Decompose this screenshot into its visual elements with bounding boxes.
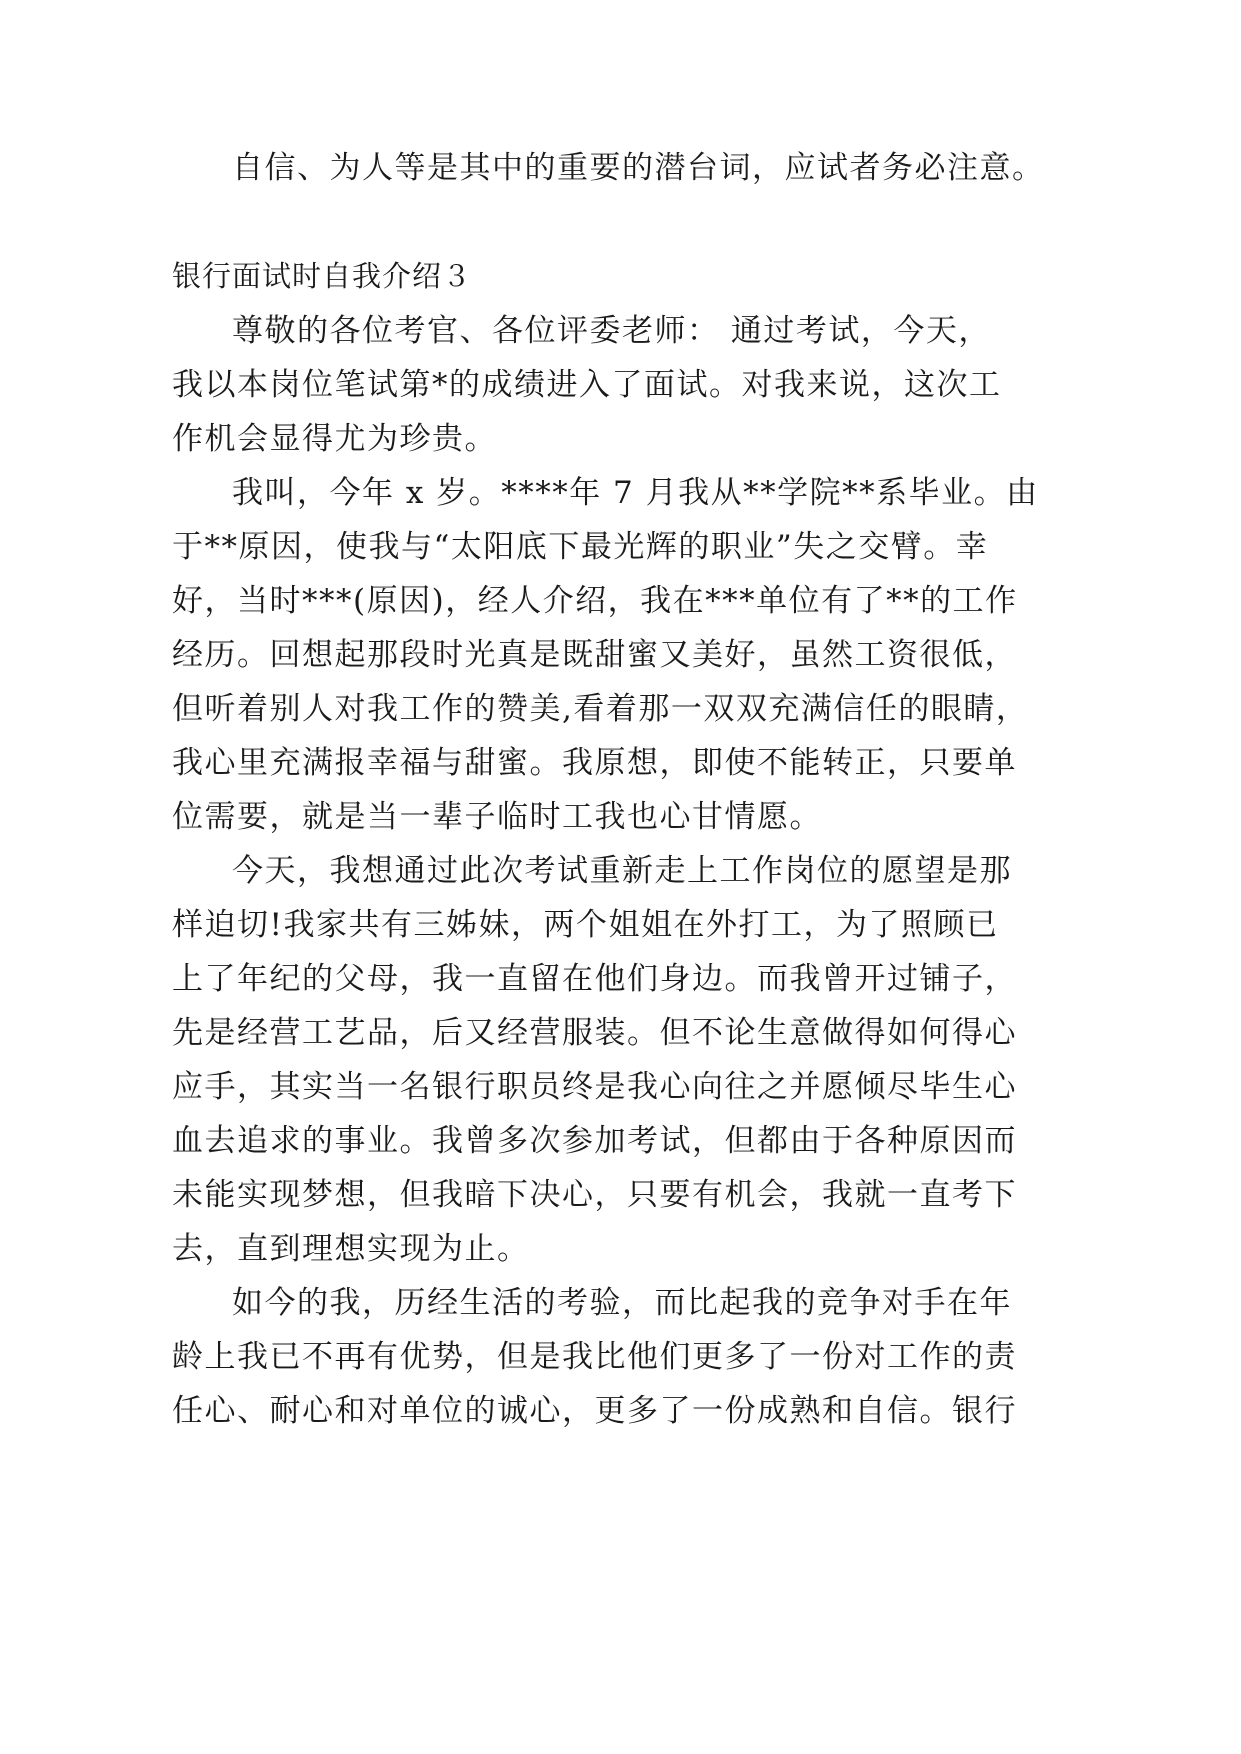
paragraph-line: 先是经营工艺品，后又经营服装。但不论生意做得如何得心 (172, 1015, 1017, 1051)
paragraph-line: 我叫，今年 x 岁。****年 7 月我从**学院**系毕业。由 (232, 475, 1039, 511)
paragraph-line: 位需要，就是当一辈子临时工我也心甘情愿。 (172, 799, 822, 835)
paragraph-line: 去，直到理想实现为止。 (172, 1231, 530, 1267)
paragraph-line: 经历。回想起那段时光真是既甜蜜又美好，虽然工资很低， (172, 637, 1017, 673)
paragraph-line: 任心、耐心和对单位的诚心，更多了一份成熟和自信。银行 (172, 1393, 1017, 1429)
paragraph-line: 我以本岗位笔试第*的成绩进入了面试。对我来说，这次工 (172, 367, 1002, 403)
paragraph-line: 尊敬的各位考官、各位评委老师： 通过考试，今天， (232, 313, 991, 349)
paragraph-line: 上了年纪的父母，我一直留在他们身边。而我曾开过铺子， (172, 961, 1017, 997)
paragraph-line: 样迫切!我家共有三姊妹，两个姐姐在外打工，为了照顾已 (172, 907, 999, 943)
paragraph-line: 于**原因，使我与“太阳底下最光辉的职业”失之交臂。幸 (172, 529, 989, 565)
paragraph-line: 血去追求的事业。我曾多次参加考试，但都由于各种原因而 (172, 1123, 1017, 1159)
paragraph-line: 如今的我，历经生活的考验，而比起我的竞争对手在年 (232, 1285, 1012, 1321)
paragraph-line: 未能实现梦想，但我暗下决心，只要有机会，我就一直考下 (172, 1177, 1017, 1213)
paragraph-line: 我心里充满报幸福与甜蜜。我原想，即使不能转正，只要单 (172, 745, 1017, 781)
intro-line: 自信、为人等是其中的重要的潜台词，应试者务必注意。 (232, 150, 1045, 186)
paragraph-line: 作机会显得尤为珍贵。 (172, 421, 497, 457)
paragraph-line: 今天，我想通过此次考试重新走上工作岗位的愿望是那 (232, 853, 1012, 889)
paragraph-line: 应手，其实当一名银行职员终是我心向往之并愿倾尽毕生心 (172, 1069, 1017, 1105)
paragraph-line: 龄上我已不再有优势，但是我比他们更多了一份对工作的责 (172, 1339, 1017, 1375)
paragraph-line: 好，当时***(原因)，经人介绍，我在***单位有了**的工作 (172, 583, 1018, 619)
section-heading: 银行面试时自我介绍３ (172, 259, 473, 293)
paragraph-line: 但听着别人对我工作的赞美,看着那一双双充满信任的眼睛， (172, 691, 1029, 727)
